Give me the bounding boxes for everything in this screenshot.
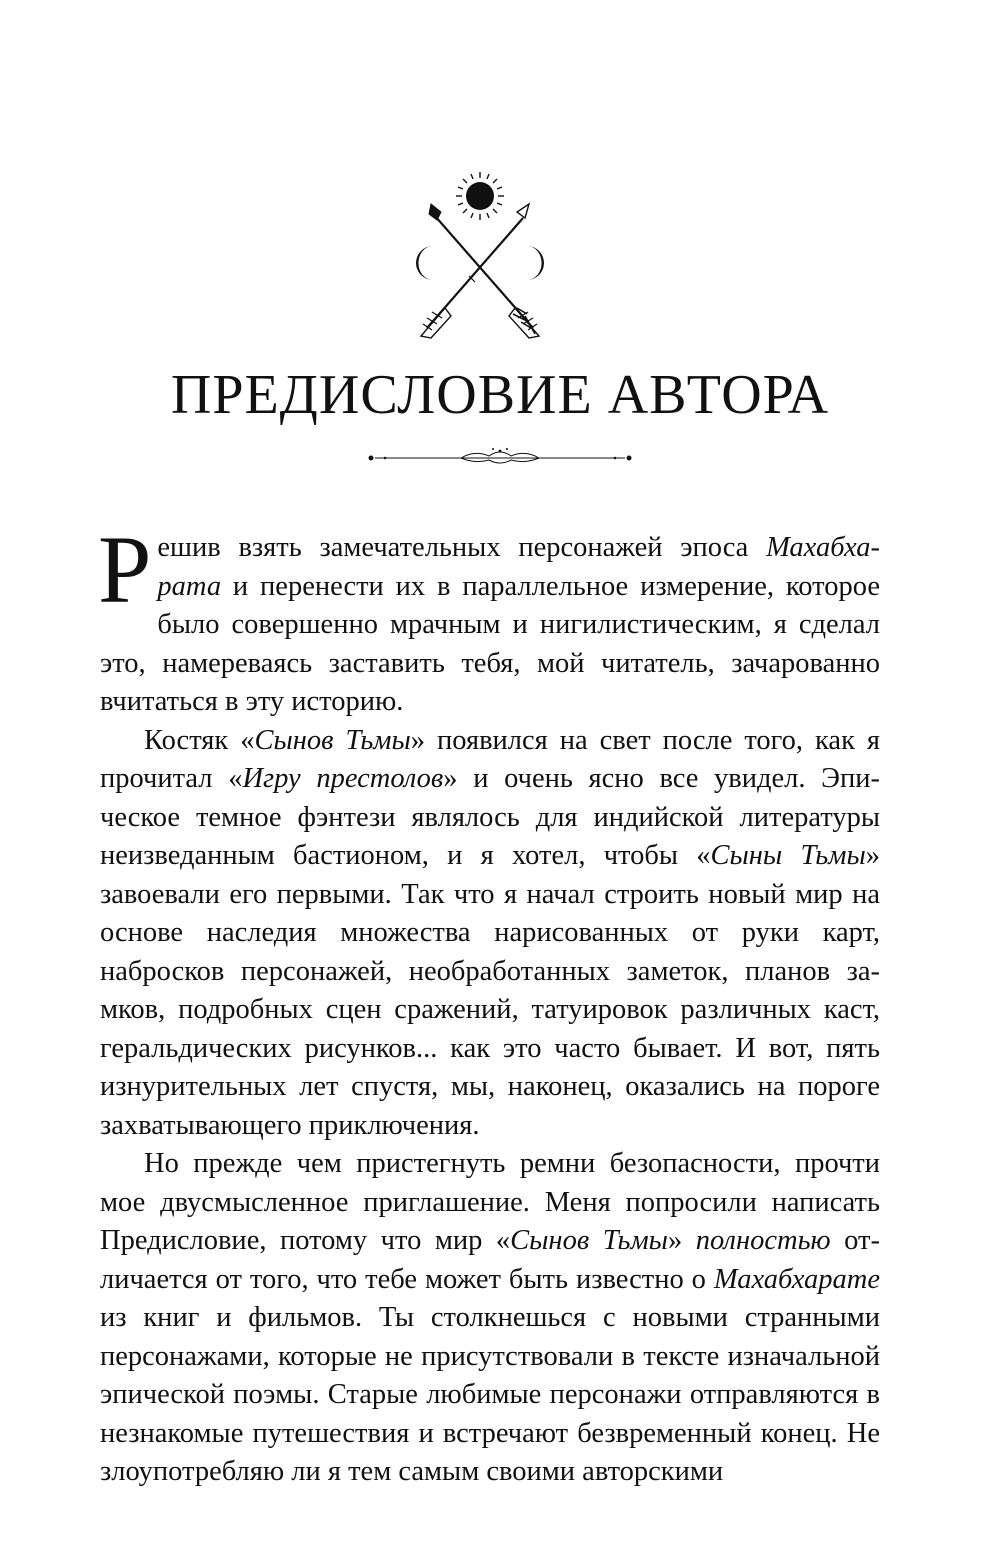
page-title: ПРЕДИСЛОВИЕ АВТОРА <box>170 364 830 426</box>
text-run: и перенести их в параллельное измерение, которое было совершенно мрачным и нигилистическим, я сделал это, намереваясь заставить тебя, мой читатель, зачарованно вчитаться в эту историю. <box>100 570 880 717</box>
crossed-arrows-emblem-icon <box>405 168 555 350</box>
italic-run: полностью <box>695 1225 831 1256</box>
text-run: » появился на свет после того, как я прочитал « <box>100 724 881 794</box>
italic-run: Сынов Тьмы <box>254 724 411 756</box>
text-run: » и очень ясно все увидел. Эпическое темное фэнтези являлось для индийской литературы неизведанным бастионом, и я хотел, чтобы « <box>100 763 881 871</box>
text-run: Костяк « <box>144 724 255 756</box>
spear-icon <box>429 204 539 338</box>
crescent-moon-right-icon <box>527 246 544 280</box>
drop-cap: Р <box>98 516 152 623</box>
paragraph-3 <box>100 1145 880 1492</box>
text-run: Но прежде чем пристегнуть ремни безопасности, прочти мое двусмысленное приглашение. Меня попросили написать Предисловие, потому что мир « <box>100 1148 880 1256</box>
text-run: ешив взять замечательных персонажей эпоса <box>157 532 767 563</box>
italic-run: Сыны Тьмы <box>710 840 866 871</box>
paragraph-2 <box>100 722 880 1146</box>
italic-run: Игру престолов <box>242 763 444 794</box>
arrow-icon <box>421 204 529 338</box>
text-run: » <box>667 1225 696 1256</box>
ornamental-divider <box>365 444 635 468</box>
italic-run: Сынов Тьмы <box>510 1225 668 1256</box>
body-text <box>98 516 881 1492</box>
text-run: » завоевали его первыми. Так что я начал строить новый мир на основе наследия множества нарисованных от руки карт, набросков персонажей, необработанных заметок, планов замков, подробных сцен сражений, татуировок различных каст, геральдических рисунков... как это часто бывает. И вот, пять изнурительных лет спустя, мы, наконец, оказались на пороге захватывающего приключения. <box>100 840 880 1141</box>
crescent-moon-left-icon <box>416 246 433 280</box>
paragraph-1 <box>98 516 880 722</box>
text-run: из книг и фильмов. Ты столкнешься с новыми странными персонажами, которые не присутствовали в тексте изначальной эпической поэмы. Старые любимые персонажи отправляются в незнакомые путешествия и встречают безвременный конец. Не злоупотребляю ли я тем самым своими авторскими <box>100 1302 880 1487</box>
italic-run: Махабхарата <box>157 532 880 602</box>
text-run: отличается от того, что тебе может быть известно о <box>100 1225 880 1295</box>
italic-run: Махабхарате <box>713 1263 880 1295</box>
sun-icon <box>456 172 504 220</box>
